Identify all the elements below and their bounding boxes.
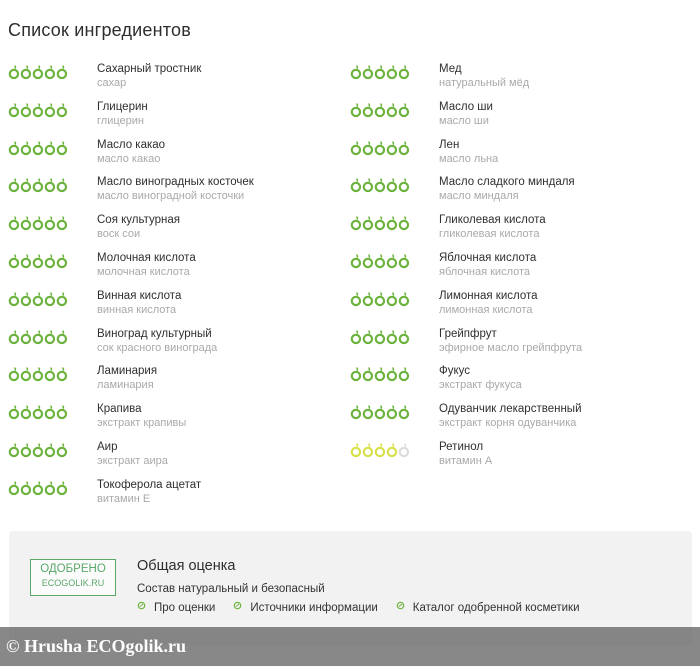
rating-icons (8, 480, 68, 496)
ingredient-names (439, 403, 582, 430)
ingredient-names (97, 365, 157, 392)
ingredient-row[interactable] (8, 98, 348, 136)
ingredient-names (97, 252, 196, 279)
ingredient-name[interactable]: Одуванчик лекарственный (439, 403, 582, 416)
ingredient-names (439, 139, 498, 166)
rating-icons (8, 253, 68, 269)
ingredient-names (439, 365, 522, 392)
link-label: Про оценки (154, 602, 216, 614)
ingredient-inci: яблочная кислота (439, 265, 531, 278)
ingredient-name[interactable]: Ламинария (97, 365, 158, 378)
rating-icons (350, 64, 410, 80)
ingredient-name[interactable]: Крапива (97, 403, 142, 416)
ingredient-row[interactable] (8, 211, 348, 249)
ingredient-inci: молочная кислота (97, 265, 190, 278)
ingredient-inci: натуральный мёд (439, 77, 530, 89)
rating-icons (350, 291, 410, 307)
ingredient-row[interactable] (350, 287, 690, 325)
stamp-top-text: ОДОБРЕНО (40, 563, 106, 575)
ingredient-inci: масло миндаля (439, 190, 519, 203)
ingredient-inci: глицерин (97, 114, 144, 127)
rating-icons (8, 291, 68, 307)
ingredient-name[interactable]: Глицерин (97, 100, 148, 113)
ingredient-inci: масло ши (439, 114, 489, 127)
rating-icons (350, 329, 410, 345)
ingredient-name[interactable]: Лимонная кислота (439, 289, 538, 302)
ingredient-names (97, 214, 180, 241)
link-label: Каталог одобренной косметики (412, 602, 580, 614)
ingredient-row[interactable] (8, 325, 348, 363)
ingredient-inci: эфирное масло грейпфрута (439, 341, 583, 354)
rating-icons (350, 140, 410, 156)
ingredient-names (97, 328, 217, 355)
ingredient-column-left (8, 60, 348, 514)
rating-icons (8, 404, 68, 420)
rating-icons (8, 177, 68, 193)
ingredient-name[interactable]: Яблочная кислота (439, 251, 537, 264)
rating-icons (8, 102, 68, 118)
rating-icons (350, 177, 410, 193)
ingredient-row[interactable] (8, 287, 348, 325)
ingredient-row[interactable] (350, 211, 690, 249)
ingredient-column-right (350, 60, 690, 476)
ingredient-inci: экстракт аира (97, 454, 168, 467)
page-title: Список ингредиентов (8, 20, 192, 40)
ingredient-name[interactable]: Мед (439, 63, 462, 75)
summary-text: Состав натуральный и безопасный (137, 583, 325, 595)
leaf-icon (137, 601, 146, 610)
ingredient-row[interactable] (350, 173, 690, 211)
ingredient-names (439, 63, 529, 90)
ingredient-row[interactable] (8, 400, 348, 438)
link-label: Источники информации (250, 602, 378, 614)
ingredient-name[interactable]: Сахарный тростник (97, 63, 202, 75)
ingredient-name[interactable]: Молочная кислота (97, 251, 196, 264)
ingredient-names (439, 441, 492, 468)
rating-icons (8, 366, 68, 382)
ingredient-name[interactable]: Токоферола ацетат (97, 478, 202, 491)
watermark: © Hrusha ECOgolik.ru (0, 627, 700, 666)
ingredient-row[interactable] (8, 476, 348, 514)
ingredient-row[interactable] (350, 438, 690, 476)
link-about-ratings[interactable] (137, 602, 215, 614)
ingredient-row[interactable] (8, 249, 348, 287)
rating-icons (350, 366, 410, 382)
ingredient-name[interactable]: Масло сладкого миндаля (439, 176, 575, 189)
leaf-icon (233, 601, 242, 610)
leaf-icon (396, 601, 405, 610)
ingredient-names (97, 479, 201, 506)
summary-title: Общая оценка (137, 558, 236, 574)
rating-icons (350, 404, 410, 420)
ingredient-row[interactable] (350, 60, 690, 98)
ingredient-name[interactable]: Аир (97, 440, 118, 453)
ingredient-name[interactable]: Виноград культурный (97, 327, 212, 340)
rating-icons (350, 215, 410, 231)
ingredient-names (97, 101, 148, 128)
ingredient-inci: экстракт корня одуванчика (439, 417, 577, 430)
ingredient-inci: экстракт крапивы (97, 417, 187, 430)
ingredient-name[interactable]: Фукус (439, 365, 471, 378)
ingredient-row[interactable] (350, 400, 690, 438)
rating-icons (350, 102, 410, 118)
ingredient-name[interactable]: Гликолевая кислота (439, 214, 546, 227)
ingredient-names (97, 176, 254, 203)
summary-links (137, 602, 598, 614)
ingredient-inci: масло виноградной косточки (97, 190, 245, 203)
ingredient-name[interactable]: Масло какао (97, 138, 166, 151)
ingredient-row[interactable] (8, 60, 348, 98)
rating-icons (8, 329, 68, 345)
ingredient-name[interactable]: Ретинол (439, 440, 484, 453)
ingredient-name[interactable]: Винная кислота (97, 289, 182, 302)
ingredient-inci: масло льна (439, 152, 499, 165)
ingredient-name[interactable]: Масло виноградных косточек (97, 176, 254, 189)
ingredient-names (439, 214, 546, 241)
ingredient-names (97, 403, 186, 430)
ingredient-row[interactable] (350, 325, 690, 363)
ingredient-row[interactable] (8, 438, 348, 476)
link-sources[interactable] (233, 602, 377, 614)
ingredient-inci: винная кислота (97, 303, 177, 316)
ingredient-names (439, 328, 582, 355)
rating-icons (8, 64, 68, 80)
link-catalog[interactable] (396, 602, 580, 614)
rating-icons (8, 215, 68, 231)
ingredient-row[interactable] (8, 362, 348, 400)
rating-icons (350, 442, 410, 458)
ingredient-name[interactable]: Масло ши (439, 100, 493, 113)
ingredient-names (439, 252, 536, 279)
ingredient-inci: витамин А (439, 454, 493, 467)
ingredient-row[interactable] (350, 362, 690, 400)
ingredient-names (439, 176, 575, 203)
approved-stamp (30, 559, 116, 596)
rating-icons (350, 253, 410, 269)
ingredient-row[interactable] (350, 249, 690, 287)
ingredient-names (439, 290, 538, 317)
ingredient-row[interactable] (350, 98, 690, 136)
ingredient-row[interactable] (8, 173, 348, 211)
ingredient-inci: лимонная кислота (439, 303, 533, 316)
ingredient-names (439, 101, 493, 128)
ingredient-inci: гликолевая кислота (439, 228, 540, 241)
ingredient-inci: витамин Е (97, 492, 151, 505)
ingredient-inci: сахар (97, 77, 127, 89)
ingredient-names (97, 139, 165, 166)
ingredient-inci: масло какао (97, 152, 161, 165)
ingredient-name[interactable]: Грейпфрут (439, 327, 497, 340)
stamp-bottom-text: ECOGOLIK.RU (41, 578, 105, 588)
ingredient-names (97, 441, 168, 468)
ingredient-names (97, 63, 201, 90)
ingredient-name[interactable]: Соя культурная (97, 214, 180, 227)
ingredient-inci: сок красного винограда (97, 341, 218, 354)
ingredient-name[interactable]: Лен (439, 138, 460, 151)
ingredient-inci: воск сои (97, 228, 141, 241)
ingredient-names (97, 290, 181, 317)
ingredient-inci: экстракт фукуса (439, 379, 522, 392)
rating-icons (8, 140, 68, 156)
ingredient-row[interactable] (8, 136, 348, 174)
ingredient-row[interactable] (350, 136, 690, 174)
ingredient-inci: ламинария (97, 379, 154, 392)
rating-icons (8, 442, 68, 458)
